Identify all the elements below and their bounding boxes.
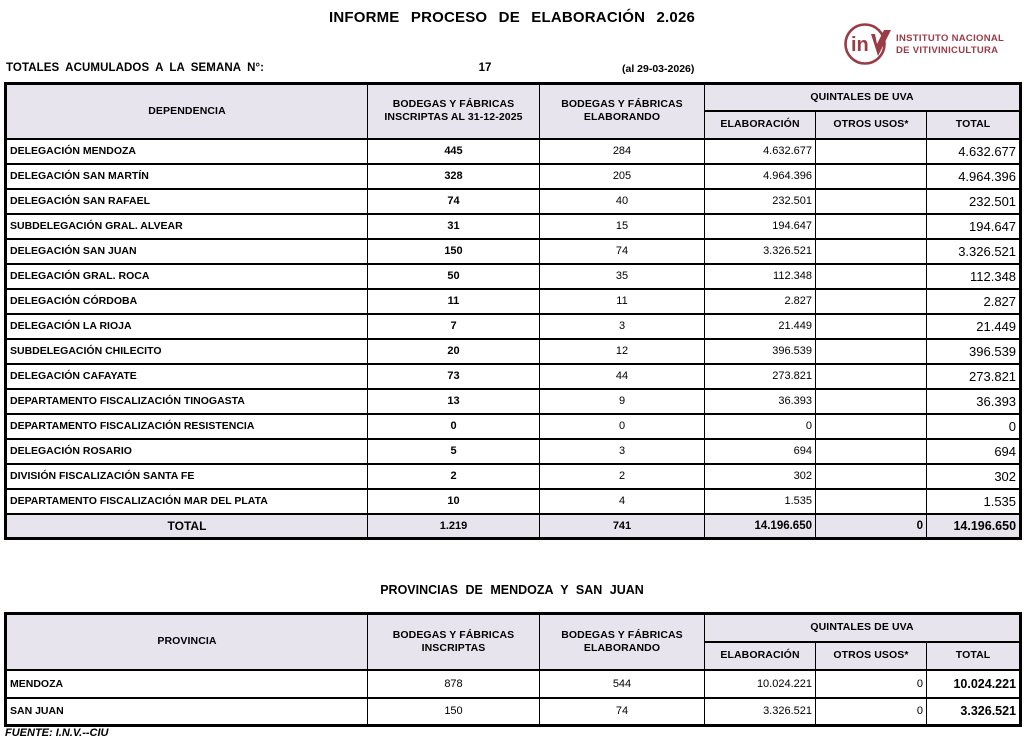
elaboracion-cell: 273.821 xyxy=(705,364,816,389)
col-header-otros-usos: OTROS USOS* xyxy=(816,111,927,139)
col-header-elaborando2-line1: BODEGAS Y FÁBRICAS xyxy=(561,628,683,641)
elaborando-cell: 3 xyxy=(540,314,705,339)
otros-cell xyxy=(816,289,927,314)
provincias-table-header xyxy=(6,614,1021,670)
col-header-inscriptas-line1: BODEGAS Y FÁBRICAS xyxy=(392,98,515,111)
inscriptas-cell: 150 xyxy=(368,698,540,726)
inscriptas-cell: 73 xyxy=(368,364,540,389)
total-elaborando-cell: 741 xyxy=(540,514,705,539)
total-row xyxy=(6,514,1021,539)
elaborando-cell: 40 xyxy=(540,189,705,214)
col-header-inscriptas2-line1: BODEGAS Y FÁBRICAS xyxy=(392,628,515,641)
col-header-elaboracion2: ELABORACIÓN xyxy=(705,642,816,670)
elaboracion-cell: 396.539 xyxy=(705,339,816,364)
elaboracion-cell: 194.647 xyxy=(705,214,816,239)
table-row xyxy=(6,670,1021,698)
elaboracion-cell: 694 xyxy=(705,439,816,464)
elaborando-cell: 4 xyxy=(540,489,705,514)
table-row xyxy=(6,364,1021,389)
dependencia-cell: DELEGACIÓN SAN MARTÍN xyxy=(6,164,368,189)
elaborando-cell: 0 xyxy=(540,414,705,439)
elaborando-cell: 74 xyxy=(540,698,705,726)
dependencia-cell: DEPARTAMENTO FISCALIZACIÓN RESISTENCIA xyxy=(6,414,368,439)
table-row xyxy=(6,698,1021,726)
table-row xyxy=(6,139,1021,164)
elaboracion-cell: 112.348 xyxy=(705,264,816,289)
table-row xyxy=(6,339,1021,364)
week-summary-line xyxy=(0,60,1024,78)
elaborando-cell: 35 xyxy=(540,264,705,289)
col-group-quintales: QUINTALES DE UVA xyxy=(705,84,1021,111)
provinces-section-title: PROVINCIAS DE MENDOZA Y SAN JUAN xyxy=(380,583,644,597)
col-header-inscriptas xyxy=(368,84,540,139)
col-header-elaborando2-line2: ELABORANDO xyxy=(583,641,661,654)
logo-org-line1: INSTITUTO NACIONAL xyxy=(896,33,1005,44)
col-header-inscriptas-line2: INSCRIPTAS AL 31-12-2025 xyxy=(384,111,523,124)
inscriptas-cell: 50 xyxy=(368,264,540,289)
total-cell: 10.024.221 xyxy=(927,670,1021,698)
total-cell: 302 xyxy=(927,464,1021,489)
total-cell: 396.539 xyxy=(927,339,1021,364)
total-cell: 1.535 xyxy=(927,489,1021,514)
dependencia-cell: DELEGACIÓN SAN RAFAEL xyxy=(6,189,368,214)
elaboracion-cell: 1.535 xyxy=(705,489,816,514)
table-row xyxy=(6,489,1021,514)
week-label: TOTALES ACUMULADOS A LA SEMANA N°: xyxy=(6,62,265,74)
col-header-elaborando-line2: ELABORANDO xyxy=(583,111,661,124)
col-header-elaborando2 xyxy=(540,614,705,670)
otros-cell xyxy=(816,339,927,364)
provincias-table xyxy=(4,612,1022,727)
col-header-elaborando-line1: BODEGAS Y FÁBRICAS xyxy=(561,98,683,111)
elaborando-cell: 12 xyxy=(540,339,705,364)
total-label-cell: TOTAL xyxy=(6,514,368,539)
otros-cell xyxy=(816,389,927,414)
elaboracion-cell: 232.501 xyxy=(705,189,816,214)
elaboracion-cell: 21.449 xyxy=(705,314,816,339)
table-row xyxy=(6,189,1021,214)
total-cell: 0 xyxy=(927,414,1021,439)
logo-monogram: in xyxy=(851,34,869,56)
source-note: FUENTE: I.N.V.--CIU xyxy=(5,727,109,739)
inscriptas-cell: 31 xyxy=(368,214,540,239)
table-row xyxy=(6,314,1021,339)
provincias-table-body xyxy=(6,670,1021,726)
inscriptas-cell: 878 xyxy=(368,670,540,698)
elaborando-cell: 74 xyxy=(540,239,705,264)
total-otros-cell: 0 xyxy=(816,514,927,539)
otros-cell xyxy=(816,414,927,439)
otros-cell xyxy=(816,314,927,339)
elaboracion-cell: 4.632.677 xyxy=(705,139,816,164)
logo-org-line2: DE VITIVINICULTURA xyxy=(896,45,999,56)
inscriptas-cell: 11 xyxy=(368,289,540,314)
elaboracion-cell: 3.326.521 xyxy=(705,698,816,726)
table-row xyxy=(6,464,1021,489)
dependencia-cell: DELEGACIÓN SAN JUAN xyxy=(6,239,368,264)
dependencia-cell: DEPARTAMENTO FISCALIZACIÓN MAR DEL PLATA xyxy=(6,489,368,514)
total-cell: 3.326.521 xyxy=(927,698,1021,726)
inscriptas-cell: 7 xyxy=(368,314,540,339)
dependencia-cell: DEPARTAMENTO FISCALIZACIÓN TINOGASTA xyxy=(6,389,368,414)
dependencias-table-header xyxy=(6,84,1021,139)
total-cell: 36.393 xyxy=(927,389,1021,414)
col-group-quintales2: QUINTALES DE UVA xyxy=(705,614,1021,642)
total-cell: 232.501 xyxy=(927,189,1021,214)
otros-cell xyxy=(816,464,927,489)
inscriptas-cell: 0 xyxy=(368,414,540,439)
total-cell: 4.632.677 xyxy=(927,139,1021,164)
total-cell: 273.821 xyxy=(927,364,1021,389)
otros-cell xyxy=(816,139,927,164)
elaborando-cell: 44 xyxy=(540,364,705,389)
col-header-dependencia: DEPENDENCIA xyxy=(6,84,368,139)
col-header-otros-usos2: OTROS USOS* xyxy=(816,642,927,670)
week-date: (al 29-03-2026) xyxy=(622,63,695,75)
col-header-provincia: PROVINCIA xyxy=(6,614,368,670)
inscriptas-cell: 2 xyxy=(368,464,540,489)
week-number: 17 xyxy=(478,62,492,74)
table-row xyxy=(6,264,1021,289)
table-row xyxy=(6,214,1021,239)
table-row xyxy=(6,389,1021,414)
otros-cell xyxy=(816,439,927,464)
dependencias-table-body xyxy=(6,139,1021,514)
inscriptas-cell: 445 xyxy=(368,139,540,164)
dependencia-cell: DELEGACIÓN GRAL. ROCA xyxy=(6,264,368,289)
elaborando-cell: 3 xyxy=(540,439,705,464)
elaborando-cell: 11 xyxy=(540,289,705,314)
col-header-inscriptas2-line2: INSCRIPTAS xyxy=(421,641,486,654)
elaborando-cell: 15 xyxy=(540,214,705,239)
col-header-elaboracion: ELABORACIÓN xyxy=(705,111,816,139)
elaboracion-cell: 4.964.396 xyxy=(705,164,816,189)
total-cell: 694 xyxy=(927,439,1021,464)
inscriptas-cell: 20 xyxy=(368,339,540,364)
elaboracion-cell: 36.393 xyxy=(705,389,816,414)
dependencia-cell: DELEGACIÓN MENDOZA xyxy=(6,139,368,164)
col-header-elaborando xyxy=(540,84,705,139)
otros-cell xyxy=(816,264,927,289)
total-cell: 4.964.396 xyxy=(927,164,1021,189)
dependencia-cell: SUBDELEGACIÓN CHILECITO xyxy=(6,339,368,364)
dependencia-cell: DELEGACIÓN CÓRDOBA xyxy=(6,289,368,314)
col-header-total2: TOTAL xyxy=(927,642,1021,670)
dependencias-table xyxy=(4,82,1022,540)
col-header-inscriptas2 xyxy=(368,614,540,670)
inscriptas-cell: 13 xyxy=(368,389,540,414)
otros-cell xyxy=(816,364,927,389)
otros-cell xyxy=(816,489,927,514)
elaborando-cell: 544 xyxy=(540,670,705,698)
col-header-total: TOTAL xyxy=(927,111,1021,139)
elaboracion-cell: 302 xyxy=(705,464,816,489)
provincia-cell: MENDOZA xyxy=(6,670,368,698)
elaboracion-cell: 10.024.221 xyxy=(705,670,816,698)
total-cell: 21.449 xyxy=(927,314,1021,339)
table-row xyxy=(6,414,1021,439)
total-total-cell: 14.196.650 xyxy=(927,514,1021,539)
total-elaboracion-cell: 14.196.650 xyxy=(705,514,816,539)
otros-cell: 0 xyxy=(816,670,927,698)
dependencia-cell: DELEGACIÓN ROSARIO xyxy=(6,439,368,464)
otros-cell xyxy=(816,239,927,264)
elaboracion-cell: 2.827 xyxy=(705,289,816,314)
total-cell: 194.647 xyxy=(927,214,1021,239)
elaboracion-cell: 0 xyxy=(705,414,816,439)
inscriptas-cell: 5 xyxy=(368,439,540,464)
dependencia-cell: DELEGACIÓN LA RIOJA xyxy=(6,314,368,339)
inscriptas-cell: 10 xyxy=(368,489,540,514)
table-row xyxy=(6,239,1021,264)
total-cell: 2.827 xyxy=(927,289,1021,314)
elaborando-cell: 2 xyxy=(540,464,705,489)
elaboracion-cell: 3.326.521 xyxy=(705,239,816,264)
dependencia-cell: DIVISIÓN FISCALIZACIÓN SANTA FE xyxy=(6,464,368,489)
page-title: INFORME PROCESO DE ELABORACIÓN 2.026 xyxy=(328,9,696,26)
elaborando-cell: 9 xyxy=(540,389,705,414)
dependencia-cell: SUBDELEGACIÓN GRAL. ALVEAR xyxy=(6,214,368,239)
otros-cell xyxy=(816,214,927,239)
inscriptas-cell: 150 xyxy=(368,239,540,264)
inscriptas-cell: 74 xyxy=(368,189,540,214)
elaborando-cell: 205 xyxy=(540,164,705,189)
table-row xyxy=(6,289,1021,314)
otros-cell: 0 xyxy=(816,698,927,726)
total-inscriptas-cell: 1.219 xyxy=(368,514,540,539)
elaborando-cell: 284 xyxy=(540,139,705,164)
otros-cell xyxy=(816,164,927,189)
total-cell: 112.348 xyxy=(927,264,1021,289)
otros-cell xyxy=(816,189,927,214)
table-row xyxy=(6,439,1021,464)
dependencia-cell: DELEGACIÓN CAFAYATE xyxy=(6,364,368,389)
total-cell: 3.326.521 xyxy=(927,239,1021,264)
provincia-cell: SAN JUAN xyxy=(6,698,368,726)
inscriptas-cell: 328 xyxy=(368,164,540,189)
table-row xyxy=(6,164,1021,189)
